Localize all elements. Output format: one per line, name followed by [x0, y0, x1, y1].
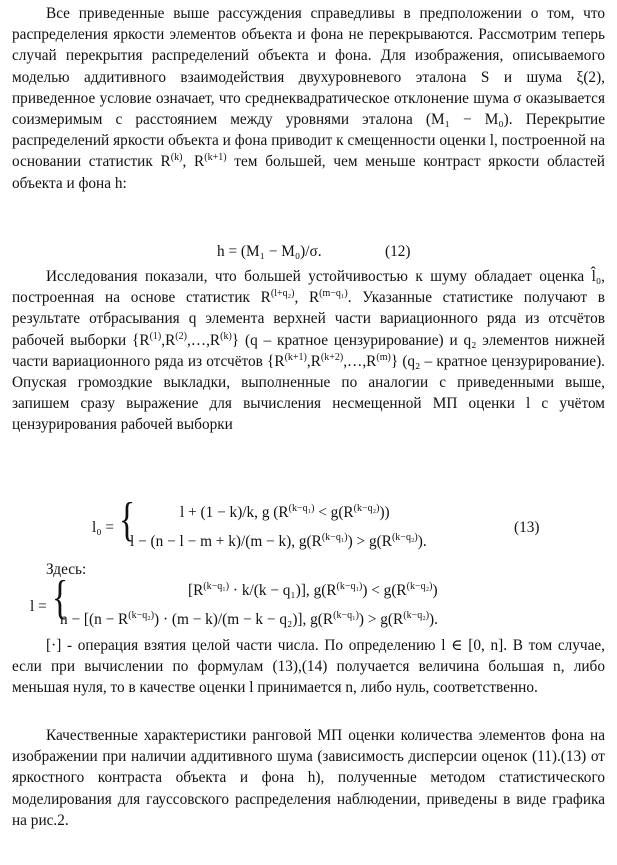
equation-13-lhs: l₀ =: [92, 519, 115, 536]
equation-14-brace: {: [52, 571, 69, 624]
equation-13-label: (13): [514, 519, 540, 536]
paragraph-4: Качественные характеристики ранговой МП оценки количества элементов фона на изображении при наличии аддитивного шума (зависимость дисперсии оценок (11).(13) от яркостного контраста объекта и фона h), полученные методом статистического моделирования для гауссовского распределения наблюдении, приведены в виде графика на рис.2.: [12, 727, 605, 829]
paragraph-3: [·] - операция взятия целой части числа. По определению l ∈ [0, n]. В том случае, если при вычислении по формулам (13),(14) получается величина большая n, либо меньшая нуля, то в качестве оценки l принимается n, либо нуль, соответственно.: [12, 637, 605, 697]
equation-12-formula: h = (M₁ − M₀)/σ.: [217, 243, 322, 260]
equation-14-lhs: l =: [30, 598, 47, 615]
equation-13-case-2: l − (n − l − m + k)/(m − k), $g(R^{(k-q_1)}) > g(R^{(k-q_2)})$.: [130, 532, 427, 550]
equation-12: [217, 241, 322, 263]
equation-12-label: (12): [385, 243, 411, 260]
here-label: Здесь:: [46, 561, 87, 578]
paragraph-1: Все приведенные выше рассуждения справедливы в предположении о том, что распределения яркости элементов объекта и фона не перекрываются. Рассмотрим теперь случай перекрытия распределений объекта и фона. Для изображения, описываемого моделью аддитивного взаимодействия двухуровневого эталона S и шума ξ(2), приведенное условие означает, что среднеквадратическое отклонение шума σ оказывается соизмеримым с расстоянием между уровнями эталона (M₁ − M₀). Перекрытие распределений яркости объекта и фона приводит к смещенности оценки l, построенной на основании статистик $R^{(k)}$, $R^{(k+1)}$ тем большей, чем меньше контраст яркости областей объекта и фона h:: [12, 5, 605, 192]
equation-13-case-1: l + (1 − k)/k, g $(R^{(k-q_1)} < g(R^{(k-q_2)}))$: [180, 503, 390, 521]
equation-14-case-2: $n - [(n - R^{(k-q_2)}) \cdot (m - k)/(m - k - q_2)]$, $g(R^{(k-q_1)}) > g(R^{(k-q_2)})$.: [60, 610, 438, 628]
equation-14-case-1: $[R^{(k-q_1)} \cdot k/(k - q_1)]$, $g(R^{(k-q_1)}) < g(R^{(k-q_2)})$: [188, 581, 438, 599]
paragraph-2: Исследования показали, что большей устойчивостью к шуму обладает оценка l̂₀, построенная на основе статистик $R^{(l+q_2)}$, $R^{(m-q_1)}$. Указанные статистике получают в результате отбрасывания q элемента верхней части вариационного ряда из отсчётов рабочей выборки $\{R^{(1)},R^{(2)},\dots,R^{(k)}\}$ (q – кратное цензурирование) и q₂ элементов нижней части вариационного ряда из отсчётов $\{R^{(k+1)},R^{(k+2)},\dots,R^{(m)}\}$ (q₂ – кратное цензурирование). Опуская громоздкие выкладки, выполненные по аналогии с приведенными выше, запишем сразу выражение для вычисления несмещенной МП оценки l с учётом цензурирования рабочей выборки: [12, 268, 605, 434]
equation-13-brace: {: [119, 493, 136, 546]
